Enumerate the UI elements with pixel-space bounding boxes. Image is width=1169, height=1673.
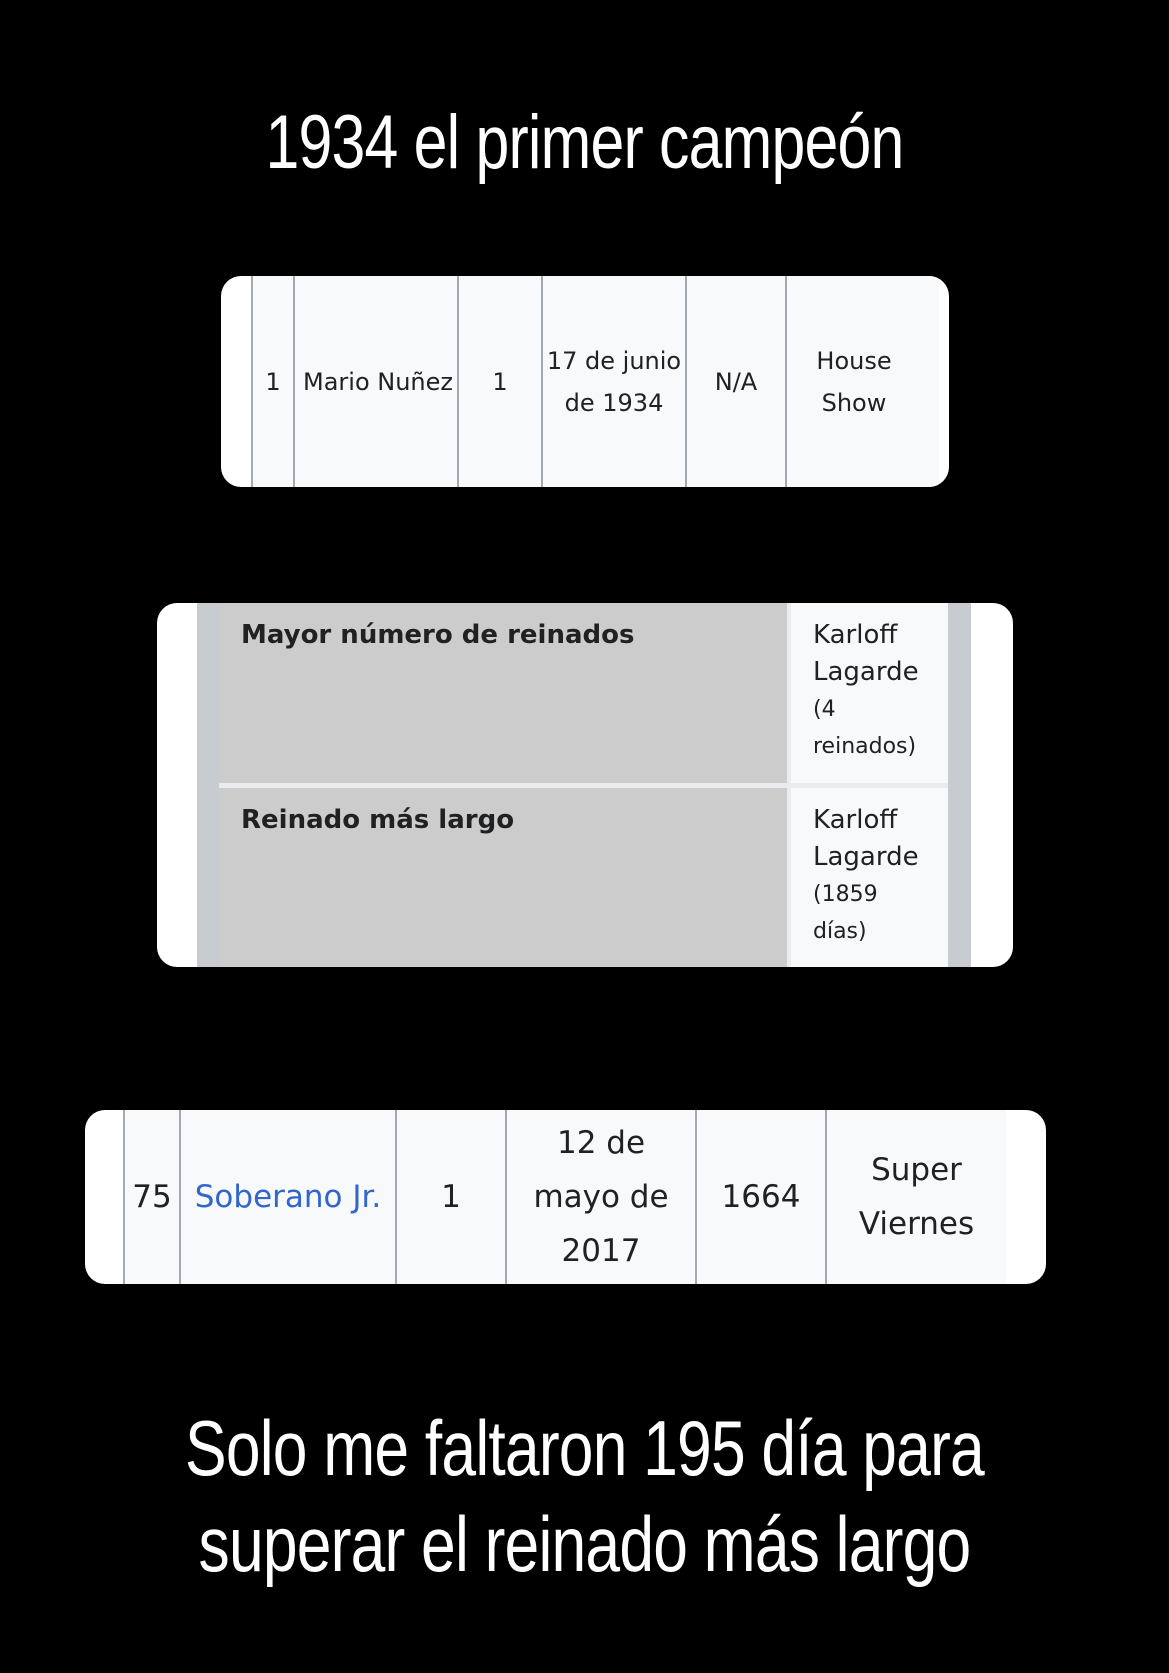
cell-event	[787, 276, 921, 487]
event-line-1: Super	[871, 1152, 962, 1188]
record-detail-1: (1859	[813, 882, 878, 907]
my-reign-card	[85, 1110, 1046, 1284]
record-holder-last: Lagarde	[813, 842, 919, 872]
event-line-1: House	[816, 346, 892, 375]
record-holder-last: Lagarde	[813, 657, 919, 687]
date-line-1: 12 de	[556, 1125, 646, 1161]
champion-link[interactable]: Soberano Jr.	[194, 1179, 382, 1215]
caption-bottom-line-2: superar el reinado más largo	[198, 1500, 971, 1588]
caption-bottom-line-1: Solo me faltaron 195 día para	[185, 1404, 984, 1492]
table-row	[251, 276, 939, 487]
cell-days: 1664	[697, 1110, 827, 1284]
first-champion-card	[221, 276, 949, 487]
records-card	[157, 603, 1013, 967]
record-value	[791, 788, 948, 967]
record-holder-first: Karloff	[813, 620, 898, 650]
record-label: Reinado más largo	[219, 788, 787, 967]
cell-number: 75	[123, 1110, 181, 1284]
records-frame	[197, 603, 971, 967]
date-line-2: de 1934	[564, 388, 664, 417]
cell-date	[543, 276, 687, 487]
record-detail-2: días)	[813, 919, 867, 944]
caption-top: 1934 el primer campeón	[265, 100, 904, 185]
date-line-2: mayo de	[533, 1179, 669, 1215]
date-line-1: 17 de junio	[546, 346, 682, 375]
date-line-3: 2017	[561, 1233, 641, 1269]
record-detail-2: reinados)	[813, 734, 917, 759]
record-row-most-reigns	[219, 603, 948, 783]
event-line-2: Show	[821, 388, 887, 417]
cell-days: N/A	[687, 276, 787, 487]
record-label: Mayor número de reinados	[219, 603, 787, 783]
caption-bottom	[117, 1400, 1052, 1592]
event-line-2: Viernes	[858, 1206, 975, 1242]
record-value	[791, 603, 948, 783]
cell-event	[827, 1110, 1006, 1284]
cell-champion-name	[181, 1110, 397, 1284]
cell-reign: 1	[459, 276, 543, 487]
record-row-longest-reign	[219, 788, 948, 967]
record-holder-first: Karloff	[813, 805, 898, 835]
table-row	[123, 1110, 1006, 1284]
records-table	[219, 603, 948, 967]
cell-number: 1	[251, 276, 295, 487]
record-detail-1: (4	[813, 697, 836, 722]
cell-champion-name: Mario Nuñez	[295, 276, 459, 487]
cell-reign: 1	[397, 1110, 507, 1284]
cell-date	[507, 1110, 697, 1284]
